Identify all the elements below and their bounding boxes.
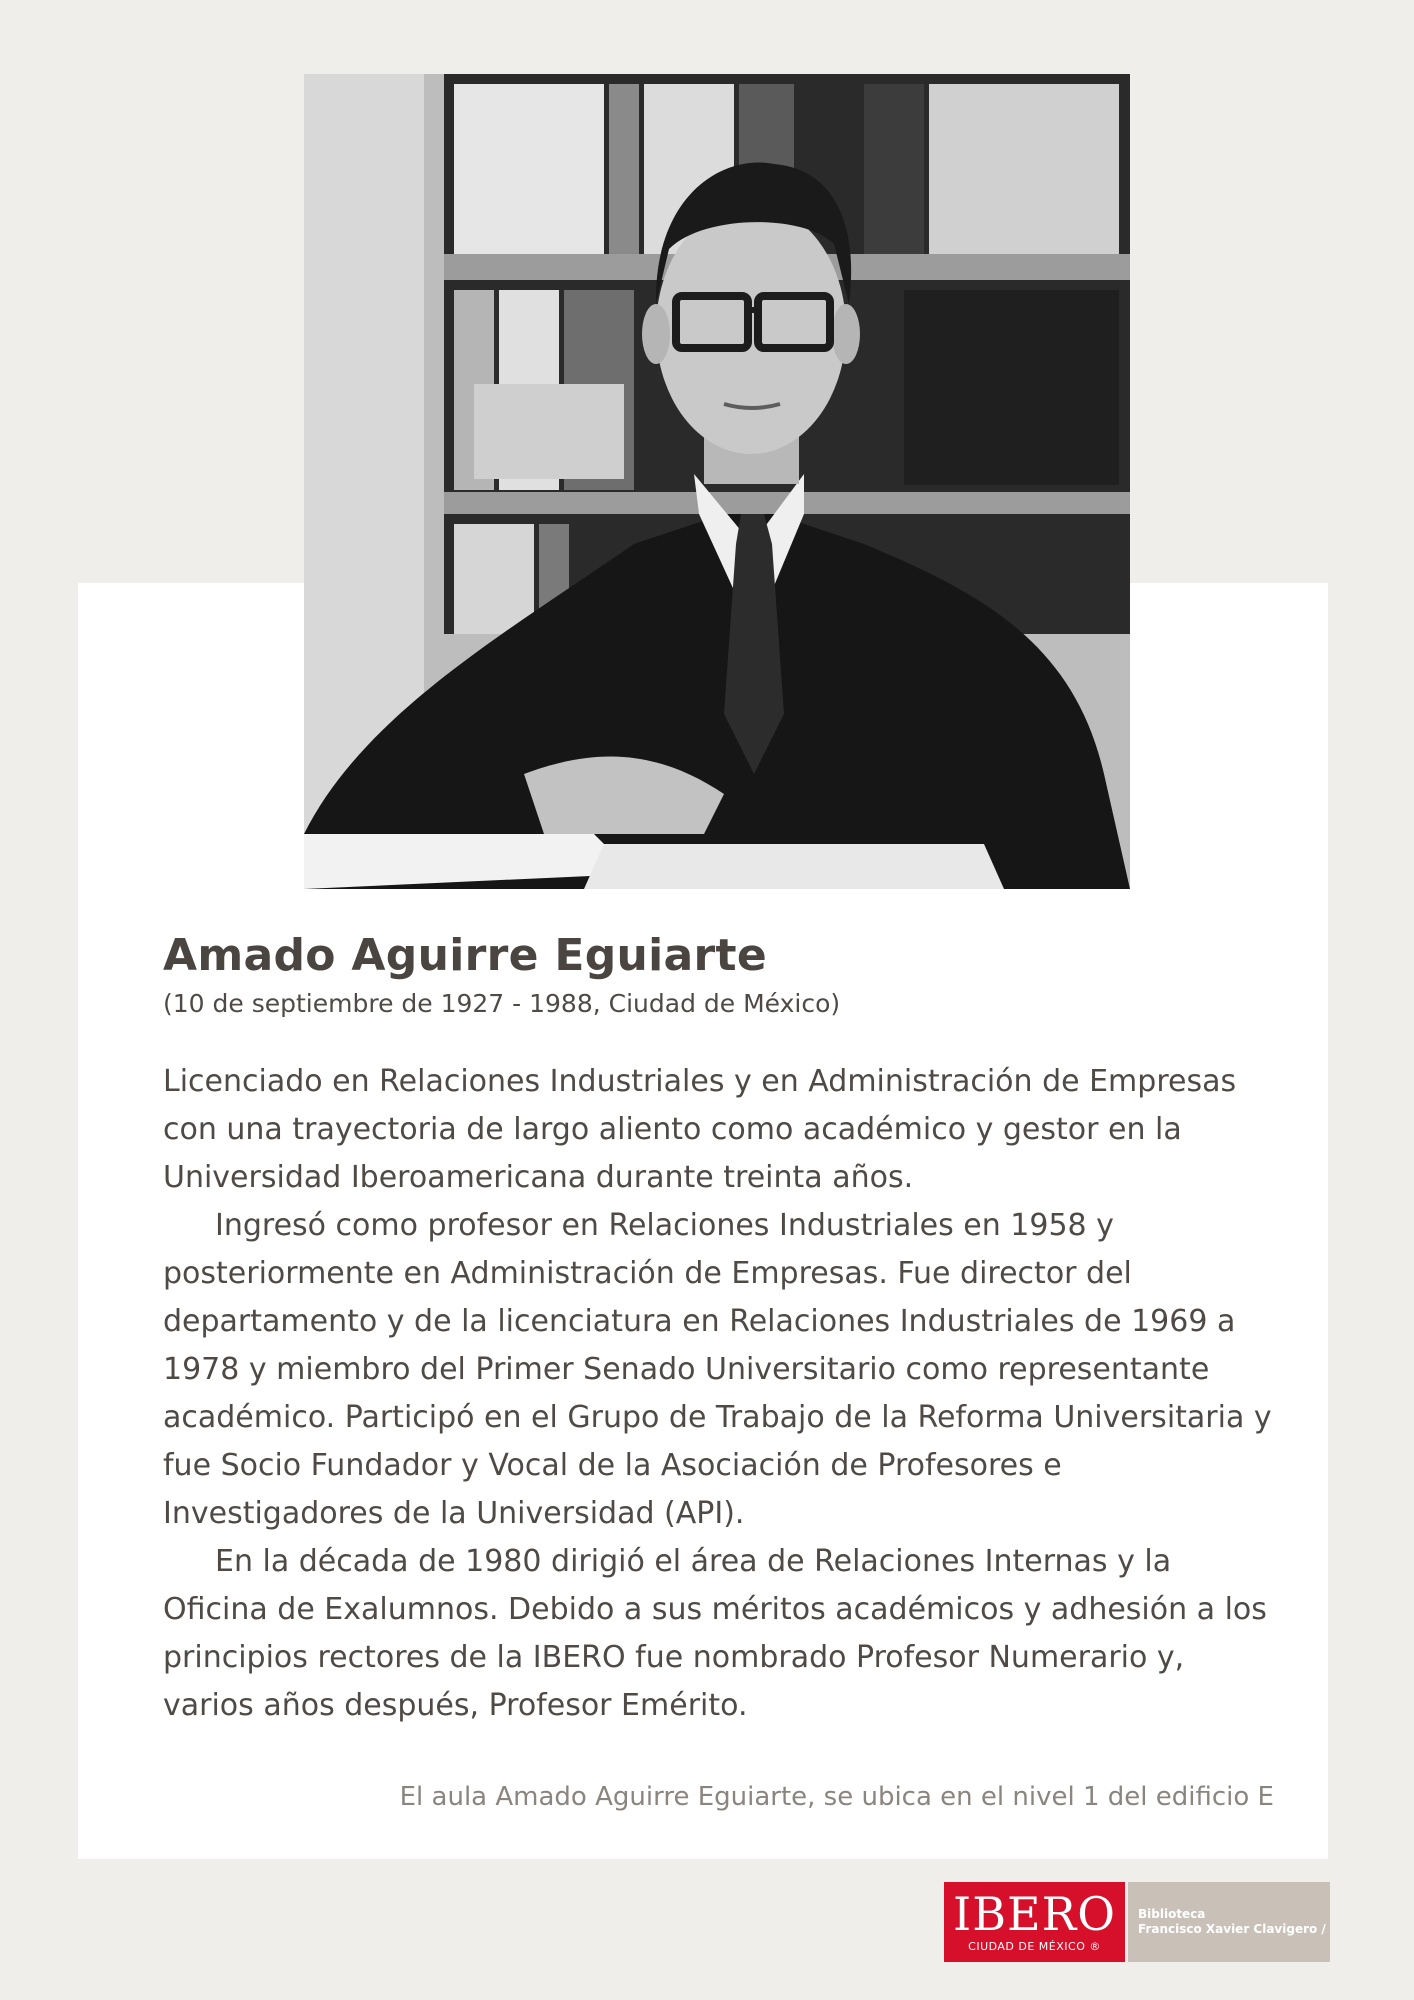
portrait-illustration <box>304 74 1130 889</box>
bio-paragraph: Ingresó como profesor en Relaciones Industriales en 1958 y posteriormente en Administración de Empresas. Fue director del departamento y de la licenciatura en Relaciones Industriales de 1969 a 1978 y miembro del Primer Senado Universitario como representante académico. Participó en el Grupo de Trabajo de la Reforma Universitaria y fue Socio Fundador y Vocal de la Asociación de Profesores e Investigadores de la Universidad (API). <box>163 1208 1272 1531</box>
bio-paragraph: Licenciado en Relaciones Industriales y en Administración de Empresas con una trayectoria de largo aliento como académico y gestor en la Universidad Iberoamericana durante treinta años. <box>163 1064 1237 1195</box>
library-name: Francisco Xavier Clavigero / <box>1138 1922 1326 1936</box>
ibero-library-logo <box>944 1882 1330 1962</box>
person-dates: (10 de septiembre de 1927 - 1988, Ciudad de México) <box>163 989 841 1018</box>
ibero-logo-block <box>944 1882 1125 1962</box>
library-logo-block <box>1128 1882 1330 1962</box>
bio-paragraph: En la década de 1980 dirigió el área de Relaciones Internas y la Oficina de Exalumnos. Debido a sus méritos académicos y adhesión a los principios rectores de la IBERO fue nombrado Profesor Numerario y, varios años después, Profesor Emérito. <box>163 1544 1267 1723</box>
portrait-photo <box>304 74 1130 889</box>
location-note: El aula Amado Aguirre Eguiarte, se ubica en el nivel 1 del edificio E <box>399 1782 1274 1812</box>
ibero-city-label: CIUDAD DE MÉXICO ® <box>968 1940 1101 1953</box>
biography <box>163 1058 1283 1730</box>
person-name: Amado Aguirre Eguiarte <box>163 930 767 981</box>
library-label: Biblioteca <box>1138 1907 1206 1921</box>
ibero-wordmark: IBERO <box>953 1887 1116 1941</box>
